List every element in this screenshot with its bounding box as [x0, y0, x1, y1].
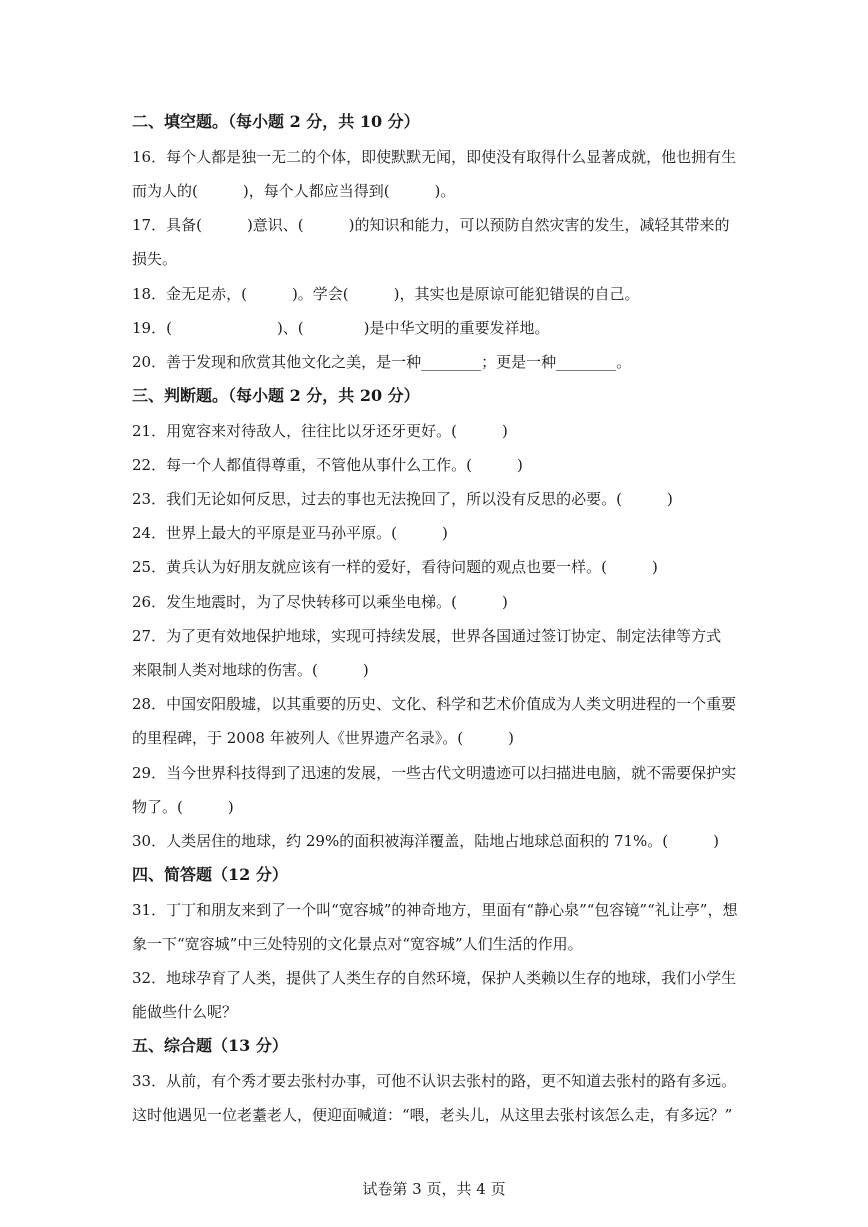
question-28-line-1: 28．中国安阳殷墟，以其重要的历史、文化、科学和艺术价值成为人类文明进程的一个重要	[132, 695, 737, 713]
question-27-line-2: 来限制人类对地球的伤害。( )	[132, 661, 369, 679]
question-25: 25．黄兵认为好朋友就应该有一样的爱好，看待问题的观点也要一样。( )	[132, 558, 658, 576]
question-33-line-1: 33．从前，有个秀才要去张村办事，可他不认识去张村的路，更不知道去张村的路有多远。	[132, 1072, 737, 1090]
question-28-line-2: 的里程碑，于 2008 年被列人《世界遗产名录》。( )	[132, 729, 514, 747]
page-footer: 试卷第 3 页，共 4 页	[362, 1180, 506, 1198]
question-23: 23．我们无论如何反思，过去的事也无法挽回了，所以没有反思的必要。( )	[132, 490, 673, 508]
question-30: 30．人类居住的地球，约 29%的面积被海洋覆盖，陆地占地球总面积的 71%。( )	[132, 832, 720, 850]
question-26: 26．发生地震时，为了尽快转移可以乘坐电梯。( )	[132, 593, 508, 611]
section-heading-comprehensive: 五、综合题（13 分）	[132, 1036, 288, 1055]
section-heading-fill-blank: 二、填空题。（每小题 2 分，共 10 分）	[132, 112, 420, 131]
section-heading-true-false: 三、判断题。（每小题 2 分，共 20 分）	[132, 386, 420, 405]
question-16-line-1: 16．每个人都是独一无二的个体，即使默默无闻，即使没有取得什么显著成就，他也拥有生	[132, 148, 737, 166]
question-32-line-2: 能做些什么呢？	[132, 1003, 238, 1021]
question-32-line-1: 32．地球孕育了人类，提供了人类生存的自然环境，保护人类赖以生存的地球，我们小学生	[132, 969, 737, 987]
question-22: 22．每一个人都值得尊重，不管他从事什么工作。( )	[132, 456, 523, 474]
question-29-line-2: 物了。( )	[132, 798, 234, 816]
question-29-line-1: 29．当今世界科技得到了迅速的发展，一些古代文明遗迹可以扫描进电脑，就不需要保护实	[132, 764, 737, 782]
question-21: 21．用宽容来对待敌人，往往比以牙还牙更好。( )	[132, 422, 508, 440]
question-17-line-1: 17．具备( )意识、( )的知识和能力，可以预防自然灾害的发生，减轻其带来的	[132, 216, 730, 234]
question-31-line-2: 象一下“宽容城”中三处特别的文化景点对“宽容城”人们生活的作用。	[132, 935, 583, 953]
question-18: 18．金无足赤，( )。学会( )，其实也是原谅可能犯错误的自己。	[132, 285, 640, 303]
question-17-line-2: 损失。	[132, 250, 178, 268]
question-31-line-1: 31．丁丁和朋友来到了一个叫“宽容城”的神奇地方，里面有“静心泉”“包容镜”“礼让亭”，想	[132, 901, 738, 919]
section-heading-short-answer: 四、简答题（12 分）	[132, 865, 288, 884]
question-19: 19．( )、( )是中华文明的重要发祥地。	[132, 319, 550, 337]
question-16-line-2: 而为人的( )，每个人都应当得到( )。	[132, 182, 456, 200]
question-27-line-1: 27．为了更有效地保护地球，实现可持续发展，世界各国通过签订协定、制定法律等方式	[132, 627, 722, 645]
question-24: 24．世界上最大的平原是亚马孙平原。( )	[132, 524, 448, 542]
question-33-line-2: 这时他遇见一位老耋老人，便迎面喊道：“喂，老头儿，从这里去张村该怎么走，有多远？”	[132, 1106, 733, 1124]
question-20: 20．善于发现和欣赏其他文化之美，是一种________；更是一种________。	[132, 353, 632, 371]
